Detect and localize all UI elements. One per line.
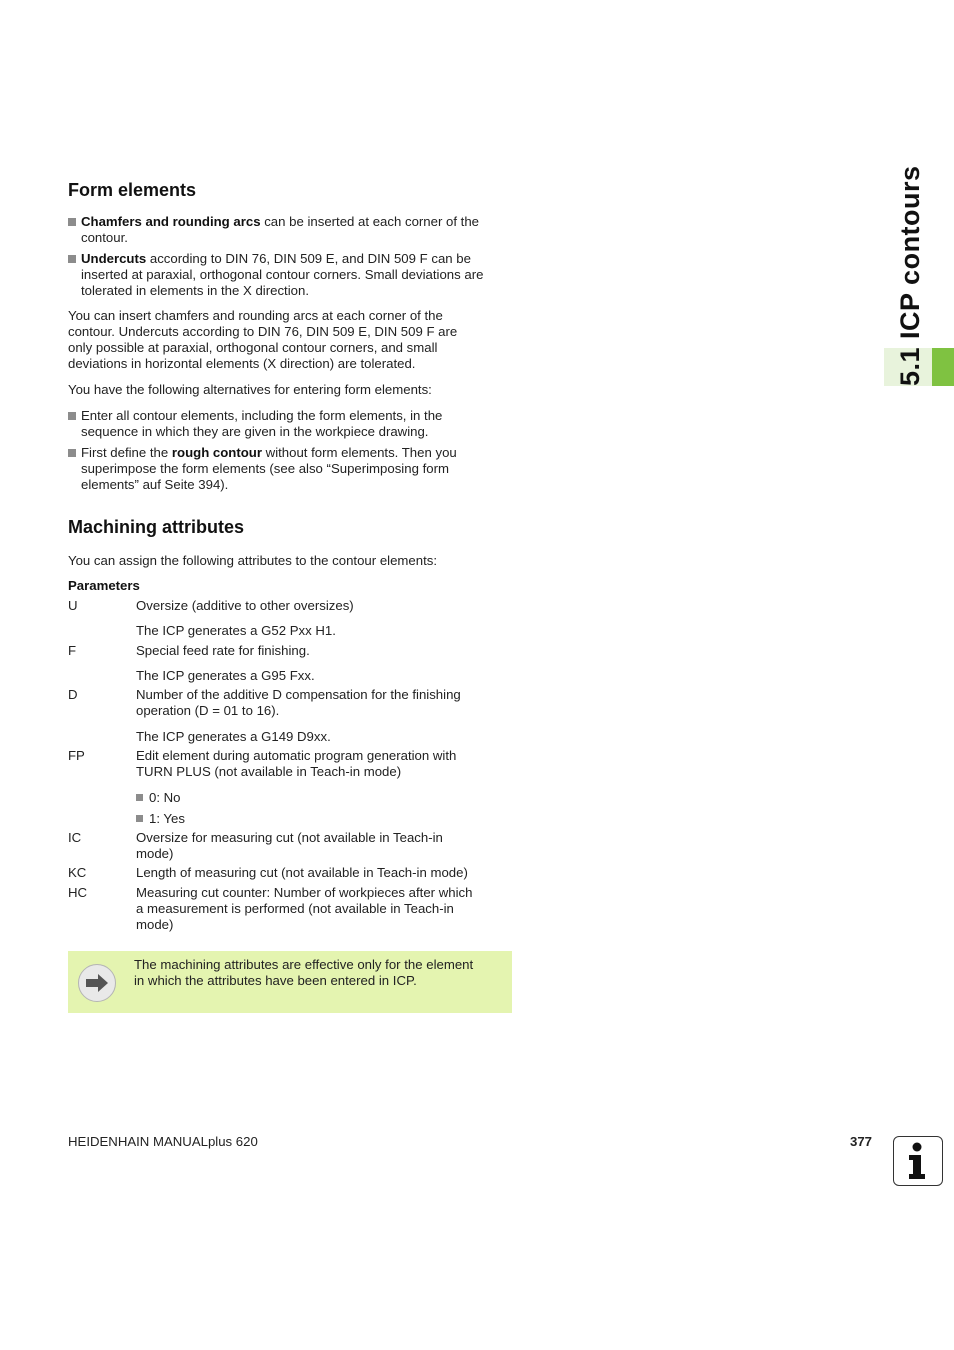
param-key: U [68, 598, 78, 613]
param-note: The ICP generates a G95 Fxx. [136, 668, 315, 683]
param-description: Edit element during automatic program generation with TURN PLUS (not available in Teach-in mode) [136, 748, 457, 779]
param-key: F [68, 643, 77, 658]
bullet-square-icon [68, 218, 76, 226]
arrow-right-icon [78, 964, 116, 1002]
parameters-label: Parameters [68, 578, 140, 593]
param-description: Oversize (additive to other oversizes) [136, 598, 354, 613]
param-key: HC [68, 885, 88, 900]
list-item: Chamfers and rounding arcs can be inserted at each corner of the contour. [68, 214, 512, 246]
param-key: D [68, 687, 78, 702]
bullet-square-icon [136, 794, 143, 801]
param-note: The ICP generates a G149 D9xx. [136, 729, 331, 744]
param-key: FP [68, 748, 85, 763]
bullet-square-icon [68, 255, 76, 263]
param-key: IC [68, 830, 82, 845]
list-item: Enter all contour elements, including the form elements, in the sequence in which they are given in the workpiece drawing. [68, 408, 512, 440]
bullet-square-icon [68, 412, 76, 420]
list-item: Undercuts according to DIN 76, DIN 509 E, and DIN 509 F can be inserted at paraxial, orthogonal contour corners. Small deviations are tolerated in elements in the X direction. [68, 251, 512, 299]
bullet-square-icon [68, 449, 76, 457]
side-tab-accent [932, 348, 954, 386]
paragraph: You have the following alternatives for entering form elements: [68, 382, 432, 397]
section-heading-machining-attributes: Machining attributes [68, 517, 245, 537]
param-description: Oversize for measuring cut (not available in Teach-in mode) [136, 830, 443, 861]
list-item: 0: No [136, 790, 181, 806]
bullet-square-icon [136, 815, 143, 822]
note-text: The machining attributes are effective only for the element in which the attributes have been entered in ICP. [134, 957, 474, 988]
footer-product: HEIDENHAIN MANUALplus 620 [68, 1134, 258, 1149]
paragraph: You can insert chamfers and rounding arcs at each corner of the contour. Undercuts according to DIN 76, DIN 509 E, DIN 509 F are only possible at paraxial, orthogonal contour corners, and small deviations in horizontal elements (X direction) are tolerated. [68, 308, 458, 371]
paragraph: You can assign the following attributes to the contour elements: [68, 553, 437, 568]
param-description: Length of measuring cut (not available in Teach-in mode) [136, 865, 468, 880]
param-description: Special feed rate for finishing. [136, 643, 310, 658]
page-number: 377 [849, 1134, 872, 1149]
list-item: 1: Yes [136, 811, 185, 827]
param-description: Measuring cut counter: Number of workpieces after which a measurement is performed (not available in Teach-in mode) [136, 885, 473, 932]
list-item: First define the rough contour without form elements. Then you superimpose the form elements (see also “Superimposing form elements” auf Seite 394). [68, 445, 512, 493]
param-note: The ICP generates a G52 Pxx H1. [136, 623, 336, 638]
chapter-side-title: 5.1 ICP contours [895, 165, 925, 386]
info-icon [893, 1136, 943, 1186]
param-description: Number of the additive D compensation for the finishing operation (D = 01 to 16). [136, 687, 461, 718]
section-heading-form-elements: Form elements [68, 180, 197, 200]
param-key: KC [68, 865, 87, 880]
